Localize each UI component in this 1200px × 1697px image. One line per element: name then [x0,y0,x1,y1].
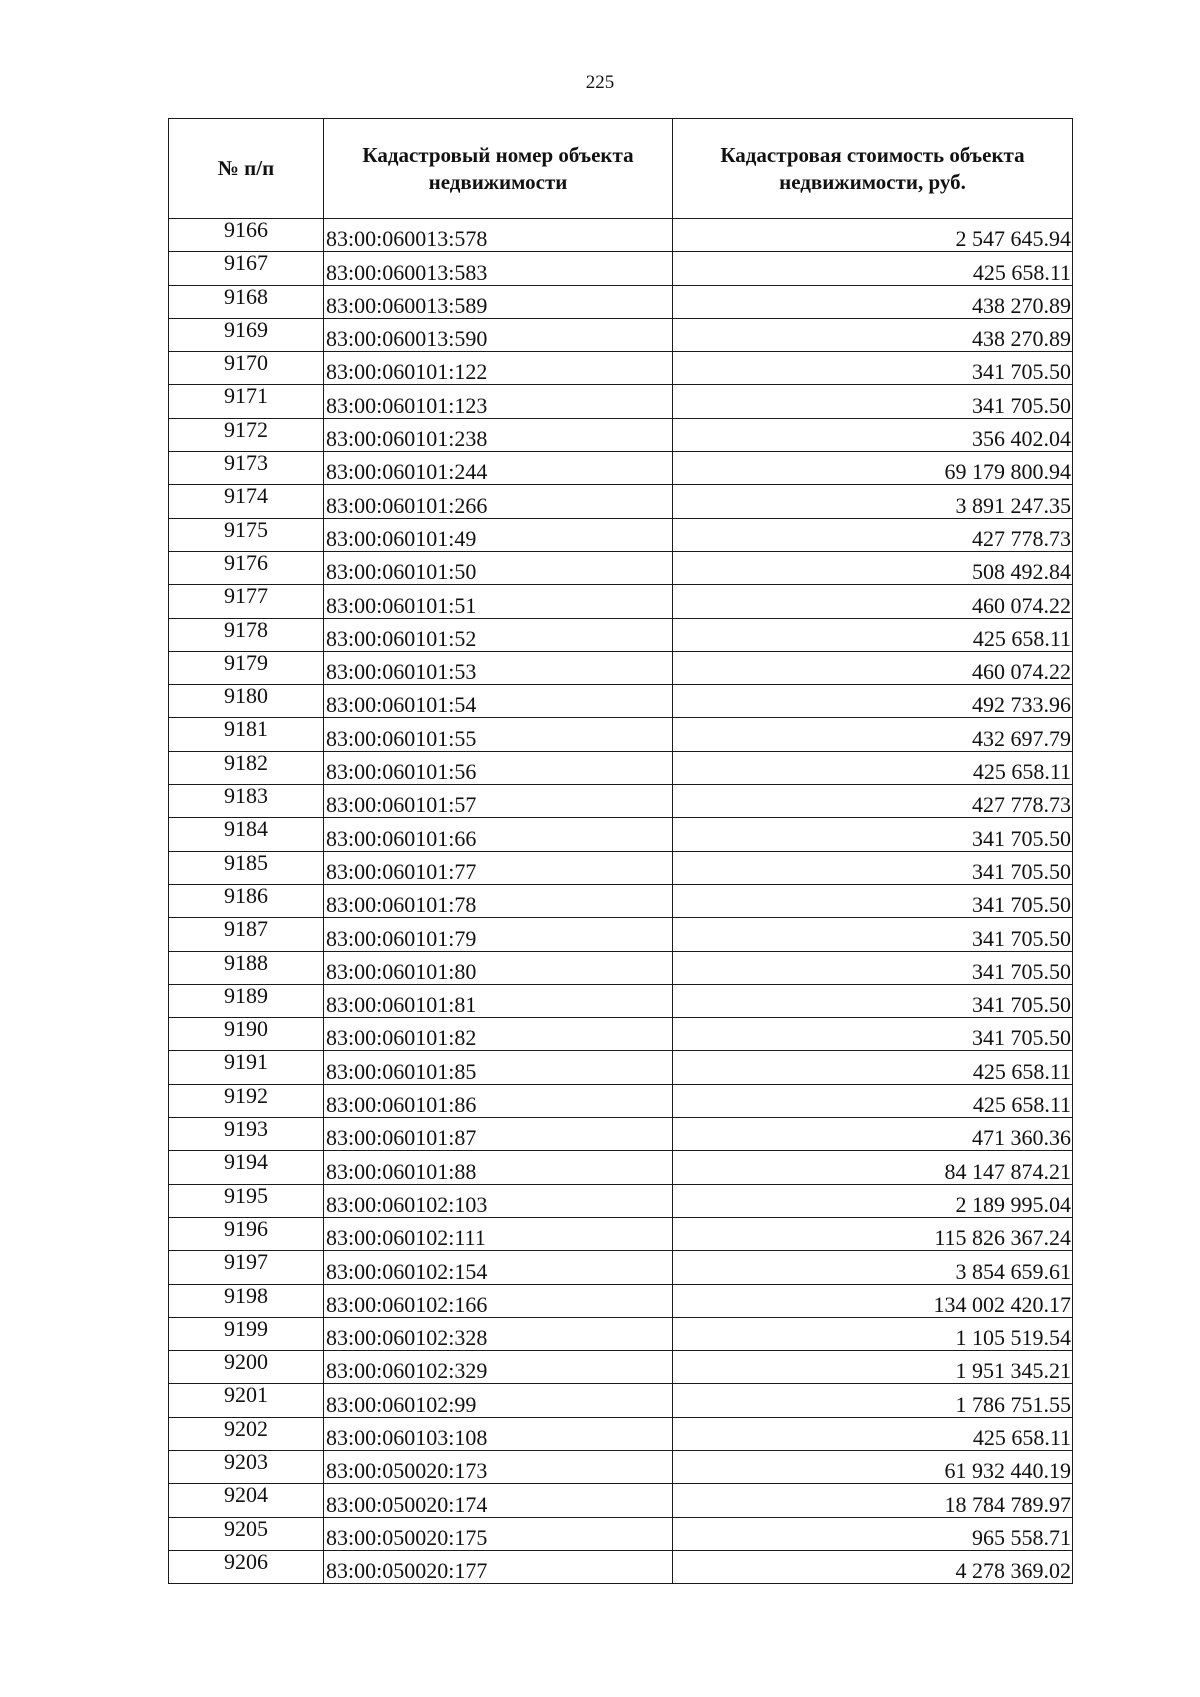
cadastral-value-table [168,118,1073,1584]
cadastral-value-cell: 965 558.71 [673,1517,1073,1550]
cadastral-number-cell: 83:00:060102:154 [324,1251,673,1284]
table-row [169,219,1073,252]
row-number-cell: 9203 [169,1450,324,1483]
row-number-cell: 9196 [169,1217,324,1250]
cadastral-number-cell: 83:00:060101:49 [324,518,673,551]
cadastral-value-cell: 427 778.73 [673,518,1073,551]
row-number-cell: 9181 [169,718,324,751]
cadastral-number-cell: 83:00:060101:51 [324,585,673,618]
table-header [169,119,1073,219]
cadastral-number-cell: 83:00:050020:174 [324,1484,673,1517]
table-row [169,1284,1073,1317]
row-number-cell: 9183 [169,785,324,818]
cadastral-value-cell: 492 733.96 [673,685,1073,718]
cadastral-value-cell: 341 705.50 [673,1018,1073,1051]
header-cadastral-value [673,119,1073,219]
cadastral-value-cell: 460 074.22 [673,651,1073,684]
table-row [169,685,1073,718]
table-row [169,984,1073,1017]
cadastral-value-cell: 427 778.73 [673,785,1073,818]
cadastral-value-cell: 341 705.50 [673,352,1073,385]
cadastral-number-cell: 83:00:060013:590 [324,318,673,351]
cadastral-value-cell: 425 658.11 [673,618,1073,651]
row-number-cell: 9185 [169,851,324,884]
row-number-cell: 9187 [169,918,324,951]
cadastral-number-cell: 83:00:060101:266 [324,485,673,518]
cadastral-number-cell: 83:00:060101:53 [324,651,673,684]
row-number-cell: 9169 [169,318,324,351]
cadastral-number-cell: 83:00:060013:578 [324,219,673,252]
row-number-cell: 9192 [169,1084,324,1117]
header-cadastral-value-line1: Кадастровая стоимость объекта [720,142,1025,167]
row-number-cell: 9170 [169,352,324,385]
row-number-cell: 9200 [169,1351,324,1384]
header-cadastral-number-line2: недвижимости [428,169,568,194]
table-row [169,751,1073,784]
table-row [169,418,1073,451]
row-number-cell: 9171 [169,385,324,418]
row-number-cell: 9174 [169,485,324,518]
header-cadastral-number [324,119,673,219]
cadastral-value-cell: 1 951 345.21 [673,1351,1073,1384]
row-number-cell: 9195 [169,1184,324,1217]
cadastral-value-cell: 115 826 367.24 [673,1217,1073,1250]
row-number-cell: 9167 [169,252,324,285]
row-number-cell: 9197 [169,1251,324,1284]
cadastral-value-cell: 4 278 369.02 [673,1550,1073,1583]
header-cadastral-number-line1: Кадастровый номер объекта [362,142,634,167]
row-number-cell: 9206 [169,1550,324,1583]
cadastral-number-cell: 83:00:060101:82 [324,1018,673,1051]
row-number-cell: 9191 [169,1051,324,1084]
cadastral-value-cell: 341 705.50 [673,385,1073,418]
table-row [169,785,1073,818]
table-row [169,318,1073,351]
cadastral-number-cell: 83:00:060101:55 [324,718,673,751]
cadastral-number-cell: 83:00:060101:54 [324,685,673,718]
row-number-cell: 9201 [169,1384,324,1417]
cadastral-number-cell: 83:00:060102:328 [324,1317,673,1350]
row-number-cell: 9168 [169,285,324,318]
cadastral-number-cell: 83:00:050020:177 [324,1550,673,1583]
table-row [169,1317,1073,1350]
cadastral-value-cell: 432 697.79 [673,718,1073,751]
table-row [169,918,1073,951]
cadastral-number-cell: 83:00:060101:123 [324,385,673,418]
cadastral-number-cell: 83:00:060101:52 [324,618,673,651]
row-number-cell: 9199 [169,1317,324,1350]
cadastral-number-cell: 83:00:060101:122 [324,352,673,385]
cadastral-number-cell: 83:00:060013:583 [324,252,673,285]
row-number-cell: 9177 [169,585,324,618]
cadastral-value-cell: 341 705.50 [673,918,1073,951]
row-number-cell: 9182 [169,751,324,784]
cadastral-value-cell: 61 932 440.19 [673,1450,1073,1483]
table-row [169,485,1073,518]
table-row [169,618,1073,651]
row-number-cell: 9194 [169,1151,324,1184]
cadastral-value-cell: 425 658.11 [673,1417,1073,1450]
cadastral-value-cell: 84 147 874.21 [673,1151,1073,1184]
cadastral-value-cell: 341 705.50 [673,951,1073,984]
table-row [169,452,1073,485]
table-row [169,1450,1073,1483]
cadastral-number-cell: 83:00:060101:85 [324,1051,673,1084]
table-row [169,1251,1073,1284]
cadastral-value-cell: 460 074.22 [673,585,1073,618]
row-number-cell: 9180 [169,685,324,718]
table-row [169,352,1073,385]
cadastral-number-cell: 83:00:060102:111 [324,1217,673,1250]
cadastral-value-cell: 341 705.50 [673,818,1073,851]
cadastral-number-cell: 83:00:060101:87 [324,1118,673,1151]
table-row [169,1351,1073,1384]
row-number-cell: 9202 [169,1417,324,1450]
row-number-cell: 9198 [169,1284,324,1317]
cadastral-number-cell: 83:00:060102:166 [324,1284,673,1317]
cadastral-number-cell: 83:00:060101:81 [324,984,673,1017]
table-row [169,1018,1073,1051]
cadastral-number-cell: 83:00:060101:86 [324,1084,673,1117]
row-number-cell: 9173 [169,452,324,485]
row-number-cell: 9193 [169,1118,324,1151]
cadastral-value-cell: 438 270.89 [673,318,1073,351]
cadastral-value-cell: 425 658.11 [673,751,1073,784]
table-row [169,651,1073,684]
table-row [169,1217,1073,1250]
cadastral-number-cell: 83:00:060101:57 [324,785,673,818]
cadastral-value-cell: 2 547 645.94 [673,219,1073,252]
cadastral-value-cell: 356 402.04 [673,418,1073,451]
cadastral-number-cell: 83:00:060101:88 [324,1151,673,1184]
table-row [169,285,1073,318]
cadastral-number-cell: 83:00:060101:78 [324,884,673,917]
table-row [169,385,1073,418]
table-row [169,1417,1073,1450]
row-number-cell: 9178 [169,618,324,651]
row-number-cell: 9190 [169,1018,324,1051]
cadastral-value-cell: 508 492.84 [673,551,1073,584]
cadastral-number-cell: 83:00:060101:56 [324,751,673,784]
row-number-cell: 9204 [169,1484,324,1517]
cadastral-value-cell: 134 002 420.17 [673,1284,1073,1317]
table-row [169,1517,1073,1550]
header-row [169,119,1073,219]
table-row [169,851,1073,884]
header-cadastral-value-line2: недвижимости, руб. [779,169,966,194]
cadastral-value-cell: 425 658.11 [673,252,1073,285]
cadastral-value-cell: 425 658.11 [673,1051,1073,1084]
table-row [169,518,1073,551]
cadastral-number-cell: 83:00:060101:238 [324,418,673,451]
row-number-cell: 9172 [169,418,324,451]
cadastral-value-cell: 1 786 751.55 [673,1384,1073,1417]
cadastral-value-cell: 471 360.36 [673,1118,1073,1151]
cadastral-value-cell: 1 105 519.54 [673,1317,1073,1350]
page-number: 225 [585,72,615,93]
table-row [169,951,1073,984]
row-number-cell: 9186 [169,884,324,917]
row-number-cell: 9175 [169,518,324,551]
cadastral-number-cell: 83:00:060013:589 [324,285,673,318]
cadastral-value-cell: 69 179 800.94 [673,452,1073,485]
row-number-cell: 9189 [169,984,324,1017]
row-number-cell: 9188 [169,951,324,984]
cadastral-value-cell: 438 270.89 [673,285,1073,318]
cadastral-value-cell: 341 705.50 [673,984,1073,1017]
table-row [169,252,1073,285]
row-number-cell: 9205 [169,1517,324,1550]
table-row [169,1484,1073,1517]
table-row [169,585,1073,618]
row-number-cell: 9166 [169,219,324,252]
table-row [169,551,1073,584]
table-row [169,1550,1073,1583]
cadastral-value-cell: 18 784 789.97 [673,1484,1073,1517]
cadastral-number-cell: 83:00:060103:108 [324,1417,673,1450]
table-row [169,1184,1073,1217]
cadastral-number-cell: 83:00:060101:50 [324,551,673,584]
cadastral-number-cell: 83:00:060102:103 [324,1184,673,1217]
row-number-cell: 9179 [169,651,324,684]
cadastral-number-cell: 83:00:060102:99 [324,1384,673,1417]
cadastral-number-cell: 83:00:060101:79 [324,918,673,951]
header-row-number [169,119,324,219]
table-row [169,1118,1073,1151]
cadastral-number-cell: 83:00:050020:173 [324,1450,673,1483]
table-row [169,1151,1073,1184]
table-row [169,818,1073,851]
cadastral-number-cell: 83:00:060101:66 [324,818,673,851]
cadastral-number-cell: 83:00:060101:244 [324,452,673,485]
table-row [169,1051,1073,1084]
cadastral-number-cell: 83:00:060101:77 [324,851,673,884]
cadastral-number-cell: 83:00:060102:329 [324,1351,673,1384]
cadastral-value-cell: 2 189 995.04 [673,1184,1073,1217]
cadastral-number-cell: 83:00:060101:80 [324,951,673,984]
table-row [169,1084,1073,1117]
table-body [169,219,1073,1584]
cadastral-value-cell: 341 705.50 [673,884,1073,917]
cadastral-number-cell: 83:00:050020:175 [324,1517,673,1550]
cadastral-value-cell: 3 891 247.35 [673,485,1073,518]
cadastral-value-cell: 425 658.11 [673,1084,1073,1117]
table-row [169,718,1073,751]
header-row-number-label: № п/п [217,156,275,180]
row-number-cell: 9184 [169,818,324,851]
cadastral-value-cell: 341 705.50 [673,851,1073,884]
table-row [169,884,1073,917]
cadastral-value-cell: 3 854 659.61 [673,1251,1073,1284]
table-row [169,1384,1073,1417]
row-number-cell: 9176 [169,551,324,584]
